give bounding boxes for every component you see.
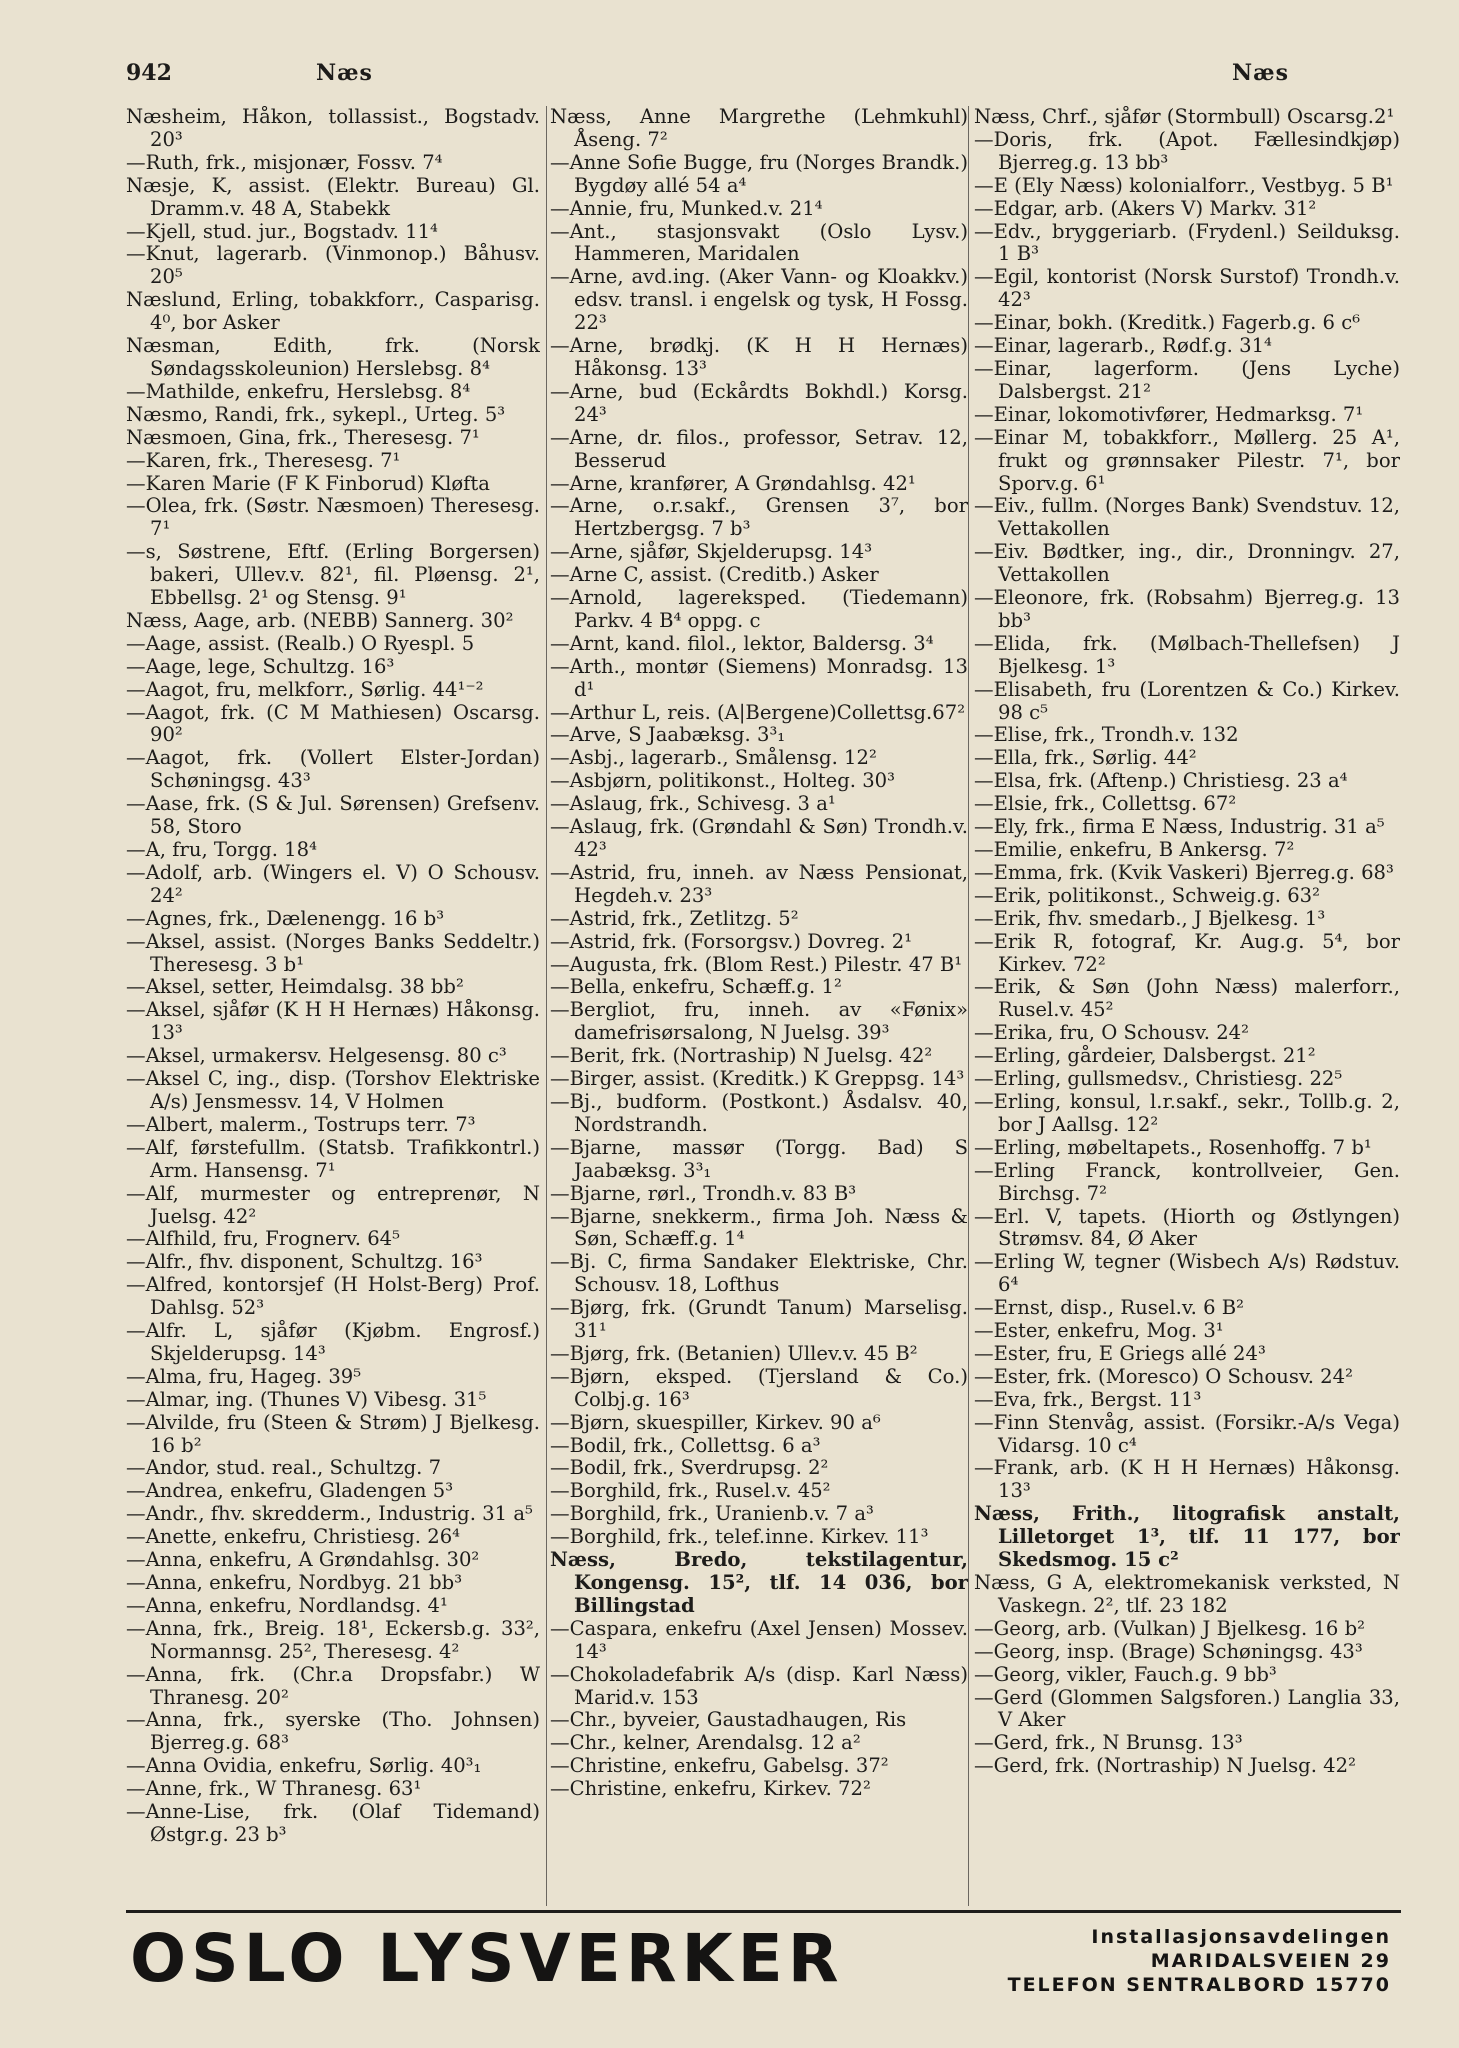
directory-entry: —Elisabeth, fru (Lorentzen & Co.) Kirkev. 98 c⁵ [974,677,1400,724]
directory-entry: —Eleonore, frk. (Robsahm) Bjerreg.g. 13 bb³ [974,586,1400,632]
directory-entry: —Astrid, frk. (Forsorgsv.) Dovreg. 2¹ [550,929,913,953]
advertiser-phone: TELEFON SENTRALBORD 15770 [1007,1974,1391,1996]
directory-entry: —E (Ely Næss) kolonialforr., Vestbyg. 5 B¹ [974,173,1394,197]
page-number: 942 [126,60,172,86]
advertiser-name: OSLO LYSVERKER [130,1920,844,1997]
directory-entry: —Arne, bud (Eckårdts Bokhdl.) Korsg. 24³ [550,379,968,426]
directory-entry: —Erik, fhv. smedarb., J Bjelkesg. 1³ [974,906,1326,930]
directory-entry: —Adolf, arb. (Wingers el. V) O Schousv. 24² [126,860,540,907]
directory-entry: Næss, Frith., litografisk anstalt, Lilletorget 1³, tlf. 11 177, bor Skedsmog. 15 c² [974,1502,1400,1572]
directory-entry: —Erling, møbeltapets., Rosenhoffg. 7 b¹ [974,1135,1372,1159]
directory-entry: —Aage, lege, Schultzg. 16³ [126,654,395,678]
directory-entry: —Albert, malerm., Tostrups terr. 7³ [126,1112,476,1136]
directory-entry: Næsmo, Randi, frk., sykepl., Urteg. 5³ [126,402,506,426]
directory-entry: —Elsa, frk. (Aftenp.) Christiesg. 23 a⁴ [974,769,1348,793]
directory-entry: —Aagot, frk. (C M Mathiesen) Oscarsg. 90² [126,700,540,747]
directory-entry: —Ester, fru, E Griegs allé 24³ [974,1341,1266,1365]
directory-entry: —Anna, enkefru, A Grøndahlsg. 30² [126,1548,480,1572]
directory-entry: —Arne, brødkj. (K H H Hernæs) Håkonsg. 13³ [550,334,968,380]
directory-entry: —Elise, frk., Trondh.v. 132 [974,723,1239,747]
directory-entry: —Aksel, sjåfør (K H H Hernæs) Håkonsg. 13³ [126,998,540,1045]
directory-entry: Næss, Chrf., sjåfør (Stormbull) Oscarsg.2¹ [974,106,1395,128]
directory-entry: —Anna, enkefru, Nordbyg. 21 bb³ [126,1571,463,1594]
directory-entry: —Einar M, tobakkforr., Møllerg. 25 A¹, frukt og grønnsaker Pilestr. 7¹, bor Sporv.g. 6¹ [974,425,1400,495]
page-header [126,60,1389,94]
directory-entry: —Alfhild, fru, Frognerv. 64⁵ [126,1227,400,1251]
directory-entry: Næsheim, Håkon, tollassist., Bogstadv. 20³ [126,106,540,151]
directory-entry: —Anna, frk. (Chr.a Dropsfabr.) W Thranesg. 20² [126,1662,540,1709]
directory-entry: —Alma, fru, Hageg. 39⁵ [126,1364,362,1388]
directory-entry: Næsje, K, assist. (Elektr. Bureau) Gl. Dramm.v. 48 A, Stabekk [126,173,540,220]
directory-entry: —Karen, frk., Theresesg. 7¹ [126,448,401,472]
directory-entry: —Erling W, tegner (Wisbech A/s) Rødstuv. 6⁴ [974,1250,1400,1297]
directory-entry: —Asbj., lagerarb., Smålensg. 12² [550,746,877,770]
directory-entry: —Arve, S Jaabæksg. 3³₁ [550,723,786,747]
directory-entry: —Einar, bokh. (Kreditk.) Fagerb.g. 6 c⁶ [974,311,1361,335]
directory-entry: —Arne, sjåfør, Skjelderupsg. 14³ [550,540,873,564]
directory-entry: Næss, Anne Margrethe (Lehmkuhl) Åseng. 7² [550,106,968,151]
directory-entry: —Aslaug, frk. (Grøndahl & Søn) Trondh.v. 42³ [550,815,968,861]
directory-entry: —Bodil, frk., Sverdrupsg. 2² [550,1456,829,1480]
directory-entry: —Georg, arb. (Vulkan) J Bjelkesg. 16 b² [974,1616,1366,1640]
directory-entry: —Christine, enkefru, Kirkev. 72² [550,1777,871,1801]
directory-entry: —Kjell, stud. jur., Bogstadv. 11⁴ [126,219,438,243]
directory-entry: —Egil, kontorist (Norsk Surstof) Trondh.v. 42³ [974,265,1400,312]
directory-entry: —Knut, lagerarb. (Vinmonop.) Båhusv. 20⁵ [126,242,540,289]
directory-entry: —Olea, frk. (Søstr. Næsmoen) Theresesg. 7¹ [126,494,540,541]
directory-entry: —Bj., budform. (Postkont.) Åsdalsv. 40, Nordstrandh. [550,1089,968,1136]
directory-entry: Næss, G A, elektromekanisk verksted, N Vaskegn. 2², tlf. 23 182 [974,1571,1400,1617]
directory-entry: —s, Søstrene, Eftf. (Erling Borgersen) bakeri, Ullev.v. 82¹, fil. Pløensg. 2¹, Ebbellsg. 2¹ og Stensg. 9¹ [126,540,540,610]
column-1 [126,106,540,1906]
directory-entry: —Aagot, fru, melkforr., Sørlig. 44¹⁻² [126,677,484,701]
directory-entry: —Borghild, frk., Uranienb.v. 7 a³ [550,1502,874,1526]
directory-entry: —Christine, enkefru, Gabelsg. 37² [550,1754,889,1778]
directory-entry: —Elida, frk. (Mølbach-Thellefsen) J Bjelkesg. 1³ [974,631,1400,678]
directory-entry: Næsmoen, Gina, frk., Theresesg. 7¹ [126,425,480,449]
directory-entry: —Ant., stasjonsvakt (Oslo Lysv.) Hammeren, Maridalen [550,219,968,266]
directory-entry: —Anna, frk., syerske (Tho. Johnsen) Bjerreg.g. 68³ [126,1708,540,1755]
directory-entry: Næss, Bredo, tekstilagentur, Kongensg. 15², tlf. 14 036, bor Billingstad [550,1548,968,1617]
directory-entry: —Bjarne, snekkerm., firma Joh. Næss & Søn, Schæff.g. 1⁴ [550,1204,968,1251]
directory-entry: —Einar, lagerarb., Rødf.g. 31⁴ [974,334,1272,358]
directory-entry: —Bjarne, massør (Torgg. Bad) S Jaabæksg. 3³₁ [550,1135,968,1182]
directory-entry: —Chr., byveier, Gaustadhaugen, Ris [550,1708,907,1732]
column-3 [974,106,1400,1906]
directory-columns [126,106,1401,1906]
directory-entry: —Eiv., fullm. (Norges Bank) Svendstuv. 12, Vettakollen [974,494,1400,541]
directory-entry: —Agnes, frk., Dælenengg. 16 b³ [126,906,445,930]
directory-entry: —Bj. C, firma Sandaker Elektriske, Chr. Schousv. 18, Lofthus [550,1250,968,1297]
directory-entry: —Arthur L, reis. (A|Bergene)Collettsg.67² [550,700,966,724]
directory-entry: —Annie, fru, Munked.v. 21⁴ [550,196,823,220]
directory-entry: —Ester, enkefru, Mog. 3¹ [974,1319,1224,1343]
directory-entry: —Anette, enkefru, Christiesg. 26⁴ [126,1525,461,1549]
directory-entry: —Astrid, fru, inneh. av Næss Pensionat, Hegdeh.v. 23³ [550,860,968,907]
advertiser-address: MARIDALSVEIEN 29 [1150,1950,1391,1972]
directory-entry: —Eva, frk., Bergst. 11³ [974,1387,1202,1411]
directory-entry: —Bergliot, fru, inneh. av «Fønix» damefrisørsalong, N Juelsg. 39³ [550,998,968,1045]
directory-entry: —Doris, frk. (Apot. Fællesindkjøp) Bjerreg.g. 13 bb³ [974,127,1400,174]
directory-entry: —Erling Franck, kontrollveier, Gen. Birchsg. 7² [974,1158,1400,1205]
directory-entry: —Eiv. Bødtker, ing., dir., Dronningv. 27, Vettakollen [974,540,1400,587]
directory-entry: —Arne, o.r.sakf., Grensen 3⁷, bor Hertzbergsg. 7 b³ [550,494,968,541]
directory-entry: —Alf, murmester og entreprenør, N Juelsg. 42² [126,1181,540,1228]
advertisement-banner [126,1910,1401,2005]
directory-entry: —Chokoladefabrik A/s (disp. Karl Næss) Marid.v. 153 [550,1662,968,1709]
directory-entry: —Bodil, frk., Collettsg. 6 a³ [550,1433,821,1457]
directory-entry: —Aase, frk. (S & Jul. Sørensen) Grefsenv. 58, Storo [126,792,540,839]
directory-entry: —Anne Sofie Bugge, fru (Norges Brandk.) Bygdøy allé 54 a⁴ [550,150,968,197]
directory-entry: —Einar, lagerform. (Jens Lyche) Dalsbergst. 21² [974,356,1400,403]
directory-entry: —Alfr., fhv. disponent, Schultzg. 16³ [126,1250,483,1274]
directory-entry: —Gerd (Glommen Salgsforen.) Langlia 33, V Aker [974,1685,1400,1732]
directory-entry: —Bjørn, skuespiller, Kirkev. 90 a⁶ [550,1410,881,1434]
directory-entry: —Arnold, lagereksped. (Tiedemann) Parkv. 4 B⁴ oppg. c [550,586,968,632]
directory-entry: —Arth., montør (Siemens) Monradsg. 13 d¹ [550,654,968,701]
directory-entry: —Augusta, frk. (Blom Rest.) Pilestr. 47 B¹ [550,952,963,976]
directory-entry: —Caspara, enkefru (Axel Jensen) Mossev. 14³ [550,1616,968,1663]
directory-entry: —Bjørg, frk. (Grundt Tanum) Marselisg. 31¹ [550,1296,968,1343]
directory-entry: —Bjarne, rørl., Trondh.v. 83 B³ [550,1181,857,1205]
directory-entry: —Aslaug, frk., Schivesg. 3 a¹ [550,792,836,816]
directory-entry: —Berit, frk. (Nortraship) N Juelsg. 42² [550,1044,933,1068]
column-2 [550,106,968,1906]
directory-entry: —Anna, frk., Breig. 18¹, Eckersb.g. 33², Normannsg. 25², Theresesg. 4² [126,1616,540,1663]
directory-entry: —Alfr. L, sjåfør (Kjøbm. Engrosf.) Skjelderupsg. 14³ [126,1319,540,1365]
directory-entry: —Erik R, fotograf, Kr. Aug.g. 5⁴, bor Kirkev. 72² [974,929,1400,976]
directory-entry: —Ester, frk. (Moresco) O Schousv. 24² [974,1364,1353,1388]
directory-entry: —Erling, gårdeier, Dalsbergst. 21² [974,1044,1316,1068]
directory-entry: —Erling, gullsmedsv., Christiesg. 22⁵ [974,1067,1343,1091]
directory-entry: —Aage, assist. (Realb.) O Ryespl. 5 [126,631,475,655]
directory-entry: —Arne C, assist. (Creditb.) Asker [550,563,879,587]
directory-entry: —Gerd, frk., N Brunsg. 13³ [974,1731,1243,1755]
directory-entry: Næsman, Edith, frk. (Norsk Søndagsskoleunion) Herslebsg. 8⁴ [126,334,540,380]
directory-entry: —Asbjørn, politikonst., Holteg. 30³ [550,769,895,793]
directory-entry: —Anne-Lise, frk. (Olaf Tidemand) Østgr.g. 23 b³ [126,1800,540,1846]
directory-entry: —Karen Marie (F K Finborud) Kløfta [126,471,490,495]
directory-entry: Næss, Aage, arb. (NEBB) Sannerg. 30² [126,608,514,632]
directory-entry: —Borghild, frk., Rusel.v. 45² [550,1479,831,1503]
directory-entry: —Aagot, frk. (Vollert Elster-Jordan) Schøningsg. 43³ [126,746,540,793]
directory-entry: —A, fru, Torgg. 18⁴ [126,838,317,861]
directory-entry: —Alfred, kontorsjef (H Holst-Berg) Prof. Dahlsg. 52³ [126,1273,540,1320]
directory-entry: —Alvilde, fru (Steen & Strøm) J Bjelkesg. 16 b² [126,1410,540,1457]
advertiser-department: Installasjonsavdelingen [1091,1926,1391,1948]
directory-entry: —Erl. V, tapets. (Hiorth og Østlyngen) Strømsv. 84, Ø Aker [974,1204,1400,1251]
directory-entry: —Aksel, assist. (Norges Banks Seddeltr.) Theresesg. 3 b¹ [126,929,540,976]
directory-entry: —Finn Stenvåg, assist. (Forsikr.-A/s Vega) Vidarsg. 10 c⁴ [974,1410,1400,1457]
directory-entry: —Chr., kelner, Arendalsg. 12 a² [550,1731,861,1755]
directory-entry: —Bjørg, frk. (Betanien) Ullev.v. 45 B² [550,1341,918,1365]
directory-entry: —Edgar, arb. (Akers V) Markv. 31² [974,196,1317,220]
directory-entry: —Arne, avd.ing. (Aker Vann- og Kloakkv.) edsv. transl. i engelsk og tysk, H Fossg. 22³ [550,265,968,335]
directory-entry: —Arne, kranfører, A Grøndahlsg. 42¹ [550,471,916,495]
directory-entry: —Gerd, frk. (Nortraship) N Juelsg. 42² [974,1754,1356,1778]
directory-entry: —Ely, frk., firma E Næss, Industrig. 31 a⁵ [974,815,1385,839]
directory-entry: —Arnt, kand. filol., lektor, Baldersg. 3⁴ [550,631,934,655]
directory-entry: Næslund, Erling, tobakkforr., Casparisg. 4⁰, bor Asker [126,288,540,335]
directory-entry: —Emma, frk. (Kvik Vaskeri) Bjerreg.g. 68³ [974,860,1394,884]
directory-entry: —Arne, dr. filos., professor, Setrav. 12, Besserud [550,425,968,472]
directory-entry: —Erik, politikonst., Schweig.g. 63² [974,883,1320,907]
directory-entry: —Birger, assist. (Kreditk.) K Greppsg. 14³ [550,1067,965,1091]
directory-entry: —Erling, konsul, l.r.sakf., sekr., Tollb.g. 2, bor J Aallsg. 12² [974,1089,1400,1136]
advertiser-details [971,1925,1391,1997]
directory-entry: —Anne, frk., W Thranesg. 63¹ [126,1777,422,1801]
running-head-right: Næs [1232,60,1289,86]
directory-entry: —Aksel, setter, Heimdalsg. 38 bb² [126,975,464,999]
directory-entry: —Ruth, frk., misjonær, Fossv. 7⁴ [126,150,443,174]
directory-entry: —Erik, & Søn (John Næss) malerforr., Rusel.v. 45² [974,975,1400,1022]
running-head-left: Næs [316,60,373,86]
directory-entry: —Andr., fhv. skredderm., Industrig. 31 a⁵ [126,1502,533,1526]
directory-entry: —Emilie, enkefru, B Ankersg. 7² [974,838,1295,861]
directory-entry: —Anna, enkefru, Nordlandsg. 4¹ [126,1593,448,1617]
directory-entry: —Frank, arb. (K H H Hernæs) Håkonsg. 13³ [974,1456,1400,1503]
directory-entry: —Georg, insp. (Brage) Schøningsg. 43³ [974,1639,1363,1663]
directory-entry: —Aksel C, ing., disp. (Torshov Elektriske A/s) Jensmessv. 14, V Holmen [126,1067,540,1113]
directory-entry: —Erika, fru, O Schousv. 24² [974,1021,1250,1045]
directory-entry: —Almar, ing. (Thunes V) Vibesg. 31⁵ [126,1387,487,1411]
directory-entry: —Andrea, enkefru, Gladengen 5³ [126,1479,454,1503]
directory-entry: —Borghild, frk., telef.inne. Kirkev. 11³ [550,1525,929,1549]
directory-entry: —Bella, enkefru, Schæff.g. 1² [550,975,842,999]
directory-entry: —Anna Ovidia, enkefru, Sørlig. 40³₁ [126,1754,482,1778]
directory-entry: —Edv., bryggeriarb. (Frydenl.) Seilduksg. 1 B³ [974,219,1400,266]
directory-entry: —Mathilde, enkefru, Herslebsg. 8⁴ [126,379,471,403]
directory-entry: —Ella, frk., Sørlig. 44² [974,746,1197,770]
directory-entry: —Georg, vikler, Fauch.g. 9 bb³ [974,1662,1277,1686]
directory-entry: —Andor, stud. real., Schultzg. 7 [126,1456,442,1480]
directory-entry: —Bjørn, eksped. (Tjersland & Co.) Colbj.g. 16³ [550,1364,968,1411]
directory-entry: —Aksel, urmakersv. Helgesensg. 80 c³ [126,1044,507,1068]
directory-entry: —Elsie, frk., Collettsg. 67² [974,792,1237,816]
directory-entry: —Astrid, frk., Zetlitzg. 5² [550,906,799,930]
directory-entry: —Einar, lokomotivfører, Hedmarksg. 7¹ [974,402,1364,426]
directory-entry: —Alf, førstefullm. (Statsb. Trafikkontrl.) Arm. Hansensg. 7¹ [126,1135,540,1182]
directory-entry: —Ernst, disp., Rusel.v. 6 B² [974,1296,1245,1320]
